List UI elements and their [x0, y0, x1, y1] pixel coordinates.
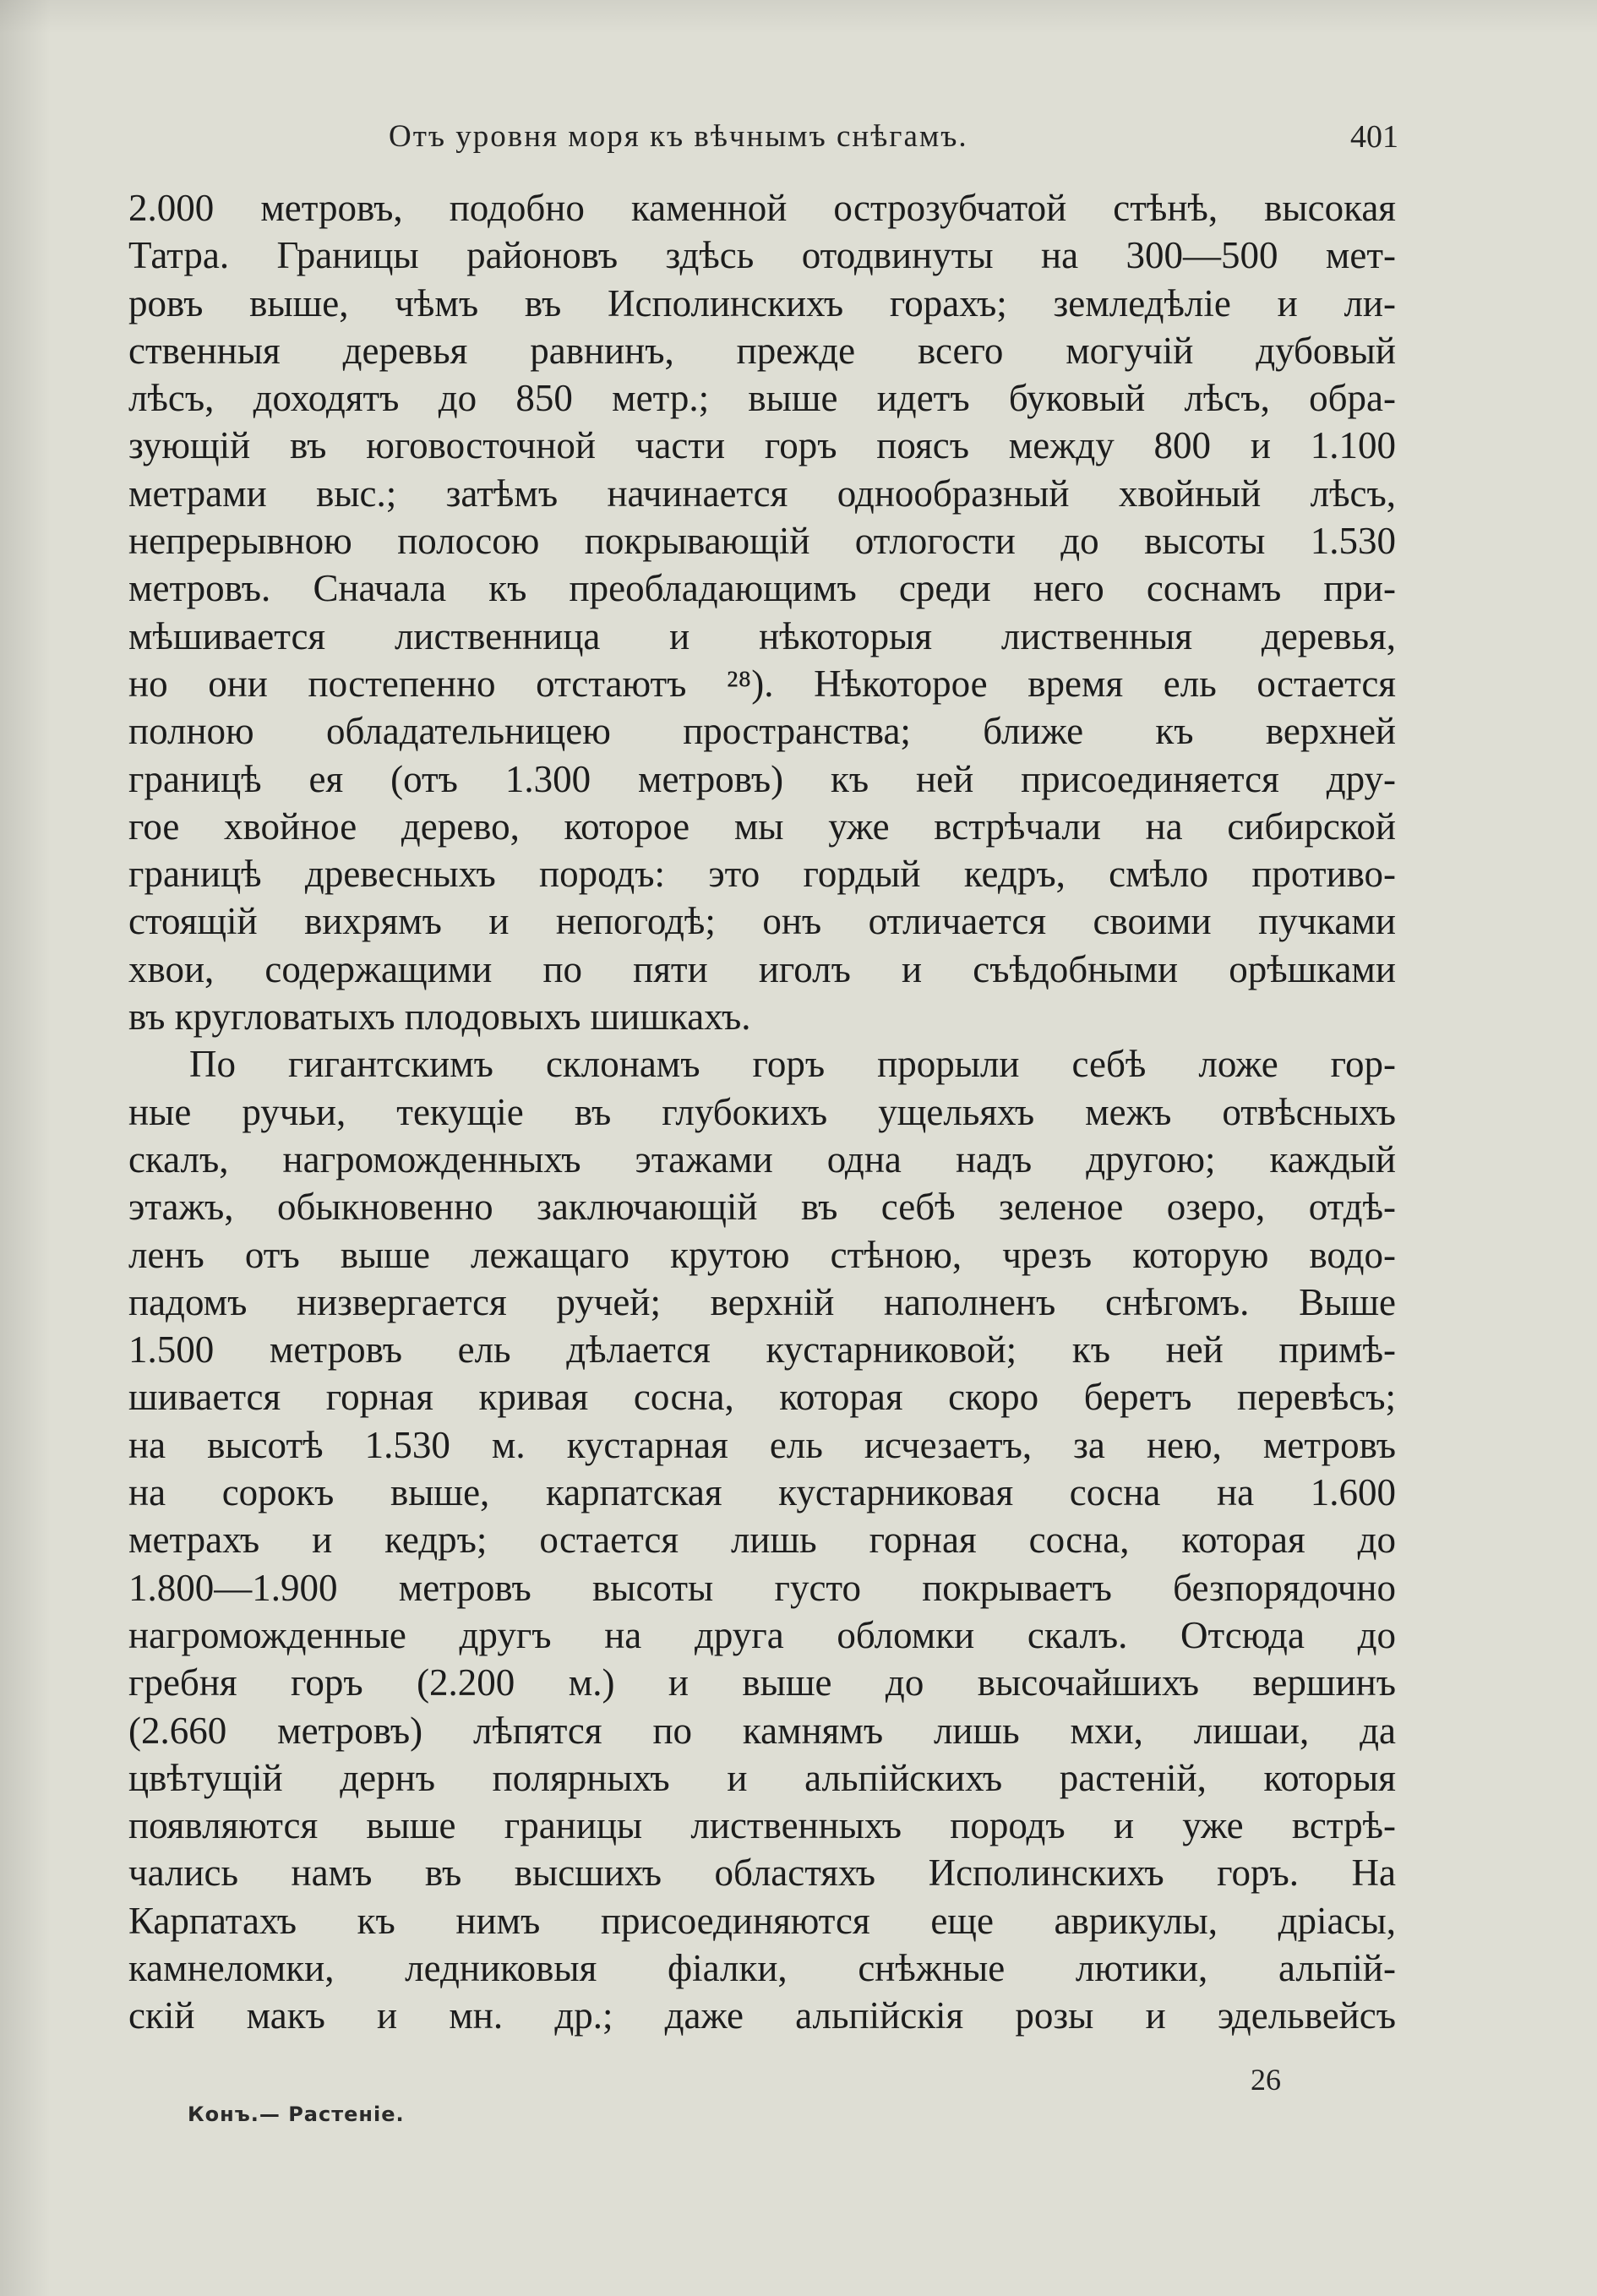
- text-line: нагроможденные другъ на друга обломки скалъ. Отсюда до: [128, 1613, 1396, 1656]
- text-line: но они постепенно отстаютъ ²⁸). Нѣкоторое время ель остается: [128, 662, 1396, 705]
- running-header: [127, 118, 1398, 161]
- text-line: падомъ низвергается ручей; верхній наполненъ снѣгомъ. Выше: [128, 1280, 1396, 1323]
- signature-mark: 26: [1251, 2063, 1281, 2097]
- text-line: этажъ, обыкновенно заключающій въ себѣ зеленое озеро, отдѣ-: [128, 1186, 1396, 1229]
- text-line: хвои, содержащими по пяти иголъ и съѣдобными орѣшками: [128, 947, 1396, 990]
- text-line: Татра. Границы районовъ здѣсь отодвинуты на 300—500 мет-: [128, 234, 1396, 277]
- text-line: ственныя деревья равнинъ, прежде всего могучій дубовый: [128, 329, 1396, 372]
- footer-note: Конъ.— Растеніе.: [188, 2102, 405, 2126]
- text-line: на сорокъ выше, карпатская кустарниковая сосна на 1.600: [128, 1471, 1396, 1514]
- text-line: метрами выс.; затѣмъ начинается однообразный хвойный лѣсъ,: [128, 472, 1396, 515]
- text-line: лѣсъ, доходятъ до 850 метр.; выше идетъ буковый лѣсъ, обра-: [128, 377, 1396, 420]
- page-number: 401: [1350, 119, 1398, 155]
- text-line: 1.800—1.900 метровъ высоты густо покрываетъ безпорядочно: [128, 1566, 1396, 1609]
- text-line: метрахъ и кедръ; остается лишь горная сосна, которая до: [128, 1519, 1396, 1562]
- text-line: полною обладательницею пространства; ближе къ верхней: [128, 710, 1396, 753]
- text-line: появляются выше границы лиственныхъ породъ и уже встрѣ-: [128, 1804, 1396, 1847]
- text-line: камнеломки, ледниковыя фіалки, снѣжные лютики, альпій-: [128, 1946, 1396, 1989]
- paragraph-end-line: въ кругловатыхъ плодовыхъ шишкахъ.: [128, 995, 751, 1039]
- text-line: зующій въ юговосточной части горъ поясъ между 800 и 1.100: [128, 424, 1396, 467]
- text-line: ровъ выше, чѣмъ въ Исполинскихъ горахъ; земледѣліе и ли-: [128, 281, 1396, 324]
- text-line: стоящій вихрямъ и непогодѣ; онъ отличается своими пучками: [128, 900, 1396, 943]
- text-line: скалъ, нагроможденныхъ этажами одна надъ другою; каждый: [128, 1137, 1396, 1181]
- text-line: на высотѣ 1.530 м. кустарная ель исчезаетъ, за нею, метровъ: [128, 1423, 1396, 1466]
- text-line: границѣ древесныхъ породъ: это гордый кедръ, смѣло противо-: [128, 853, 1396, 896]
- text-line: чались намъ въ высшихъ областяхъ Исполинскихъ горъ. На: [128, 1852, 1396, 1895]
- text-line: цвѣтущій дернъ полярныхъ и альпійскихъ растеній, которыя: [128, 1756, 1396, 1799]
- text-line: 1.500 метровъ ель дѣлается кустарниковой; къ ней примѣ-: [128, 1328, 1396, 1372]
- text-line: гребня горъ (2.200 м.) и выше до высочайшихъ вершинъ: [128, 1661, 1396, 1704]
- text-line: ленъ отъ выше лежащаго крутою стѣною, чрезъ которую водо-: [128, 1233, 1396, 1276]
- text-line: (2.660 метровъ) лѣпятся по камнямъ лишь мхи, лишаи, да: [128, 1709, 1396, 1752]
- text-line: 2.000 метровъ, подобно каменной острозубчатой стѣнѣ, высокая: [128, 187, 1396, 229]
- body-text: [128, 184, 1396, 2040]
- text-line: ные ручьи, текущіе въ глубокихъ ущельяхъ межъ отвѣсныхъ: [128, 1090, 1396, 1133]
- text-line: гое хвойное дерево, которое мы уже встрѣчали на сибирской: [128, 804, 1396, 848]
- running-title: Отъ уровня моря къ вѣчнымъ снѣгамъ.: [389, 119, 968, 154]
- text-line: непрерывною полосою покрывающій отлогости до высоты 1.530: [128, 520, 1396, 563]
- text-line: шивается горная кривая сосна, которая скоро беретъ перевѣсъ;: [128, 1376, 1396, 1419]
- text-line: метровъ. Сначала къ преобладающимъ среди него соснамъ при-: [128, 567, 1396, 610]
- text-line: границѣ ея (отъ 1.300 метровъ) къ ней присоединяется дру-: [128, 757, 1396, 800]
- paragraph-start-line: По гигантскимъ склонамъ горъ прорыли себѣ ложе гор-: [189, 1043, 1396, 1086]
- text-line: скій макъ и мн. др.; даже альпійскія розы и эдельвейсъ: [128, 1994, 1396, 2037]
- page-footer: [127, 2062, 1293, 2138]
- text-line: мѣшивается лиственница и нѣкоторыя лиственныя деревья,: [128, 614, 1396, 657]
- text-line: Карпатахъ къ нимъ присоединяются еще аврикулы, дріасы,: [128, 1899, 1396, 1942]
